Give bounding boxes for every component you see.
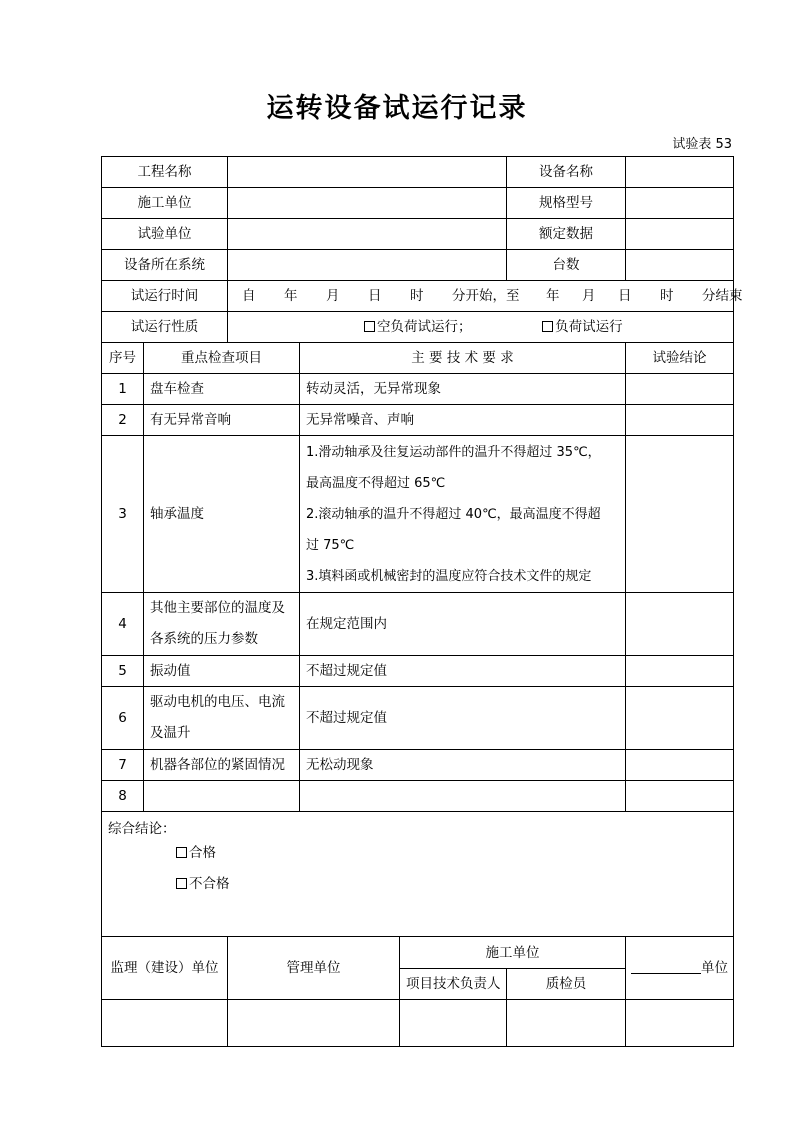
requirement-line: 过 75℃ [306, 537, 355, 553]
other-unit-label: 单位 [626, 937, 734, 1000]
time-start: 分开始，至 [452, 288, 520, 304]
row-no: 2 [102, 405, 144, 436]
row-item[interactable] [144, 781, 300, 812]
row-requirement: 不超过规定值 [300, 656, 626, 687]
quantity-label: 台数 [507, 250, 626, 281]
row-item: 振动值 [144, 656, 300, 687]
row-result-field[interactable] [626, 374, 734, 405]
table-row [102, 687, 734, 750]
row-result-field[interactable] [626, 687, 734, 750]
management-unit-label: 管理单位 [228, 937, 400, 1000]
time-from: 自 [242, 288, 256, 304]
row-item: 有无异常音响 [144, 405, 300, 436]
fail-option[interactable]: 不合格 [108, 869, 727, 900]
row-result-field[interactable] [626, 436, 734, 593]
equipment-name-field[interactable] [626, 157, 734, 188]
project-name-field[interactable] [228, 157, 507, 188]
time-month2: 月 [582, 288, 596, 304]
construction-unit-header: 施工单位 [400, 937, 626, 969]
qc-signature-field[interactable] [507, 1000, 626, 1047]
table-row [102, 405, 734, 436]
equipment-name-label: 设备名称 [507, 157, 626, 188]
no-load-option[interactable]: 空负荷试运行； [364, 319, 472, 335]
row-no: 6 [102, 687, 144, 750]
col-header-no: 序号 [102, 343, 144, 374]
rated-data-label: 额定数据 [507, 219, 626, 250]
page-title: 运转设备试运行记录 [266, 93, 528, 124]
time-month1: 月 [326, 288, 340, 304]
tech-lead-label: 项目技术负责人 [400, 969, 507, 1000]
conclusion-row [102, 812, 734, 937]
requirement-line: 2.滚动轴承的温升不得超过 40℃，最高温度不得超 [306, 506, 601, 522]
table-row [102, 781, 734, 812]
requirement-line: 3.填料函或机械密封的温度应符合技术文件的规定 [306, 568, 592, 584]
col-header-requirement: 主 要 技 术 要 求 [300, 343, 626, 374]
row-requirement: 不超过规定值 [300, 687, 626, 750]
time-hour1: 时 [410, 288, 424, 304]
conclusion-label: 综合结论： [108, 821, 176, 837]
run-time-field[interactable] [228, 281, 743, 312]
row-item: 其他主要部位的温度及 各系统的压力参数 [144, 593, 300, 656]
table-row [102, 593, 734, 656]
management-signature-field[interactable] [228, 1000, 400, 1047]
checkbox-icon[interactable] [364, 321, 375, 332]
row-result-field[interactable] [626, 656, 734, 687]
row-no: 3 [102, 436, 144, 593]
table-row [102, 374, 734, 405]
record-table [101, 156, 743, 1047]
row-requirement[interactable] [300, 781, 626, 812]
row-item: 轴承温度 [144, 436, 300, 593]
qc-label: 质检员 [507, 969, 626, 1000]
supervision-signature-field[interactable] [102, 1000, 228, 1047]
tech-lead-signature-field[interactable] [400, 1000, 507, 1047]
quantity-field[interactable] [626, 250, 734, 281]
row-no: 1 [102, 374, 144, 405]
row-result-field[interactable] [626, 781, 734, 812]
row-requirement: 在规定范围内 [300, 593, 626, 656]
row-no: 4 [102, 593, 144, 656]
construction-unit-field[interactable] [228, 188, 507, 219]
row-requirement: 无异常噪音、声响 [300, 405, 626, 436]
run-nature-label: 试运行性质 [102, 312, 228, 343]
test-unit-field[interactable] [228, 219, 507, 250]
time-day1: 日 [368, 288, 382, 304]
checkbox-icon[interactable] [176, 878, 187, 889]
table-row [102, 436, 734, 593]
construction-unit-label: 施工单位 [102, 188, 228, 219]
test-unit-label: 试验单位 [102, 219, 228, 250]
time-hour2: 时 [660, 288, 674, 304]
row-result-field[interactable] [626, 593, 734, 656]
row-no: 8 [102, 781, 144, 812]
run-time-label: 试运行时间 [102, 281, 228, 312]
table-row [102, 656, 734, 687]
supervision-unit-label: 监理（建设）单位 [102, 937, 228, 1000]
row-result-field[interactable] [626, 750, 734, 781]
unit-name-blank[interactable] [631, 959, 701, 974]
form-number: 试验表 53 [672, 137, 732, 152]
load-option[interactable]: 负荷试运行 [542, 319, 623, 335]
row-requirement: 无松动现象 [300, 750, 626, 781]
row-requirement [300, 436, 626, 593]
checkbox-icon[interactable] [542, 321, 553, 332]
system-label: 设备所在系统 [102, 250, 228, 281]
col-header-item: 重点检查项目 [144, 343, 300, 374]
row-result-field[interactable] [626, 405, 734, 436]
table-row [102, 750, 734, 781]
spec-model-label: 规格型号 [507, 188, 626, 219]
spec-model-field[interactable] [626, 188, 734, 219]
row-no: 5 [102, 656, 144, 687]
row-item: 驱动电机的电压、电流 及温升 [144, 687, 300, 750]
requirement-line: 最高温度不得超过 65℃ [306, 475, 446, 491]
row-no: 7 [102, 750, 144, 781]
col-header-result: 试验结论 [626, 343, 734, 374]
requirement-line: 1.滑动轴承及往复运动部件的温升不得超过 35℃， [306, 444, 601, 460]
run-nature-field [228, 312, 734, 343]
conclusion-cell [102, 812, 734, 937]
time-day2: 日 [618, 288, 632, 304]
time-year2: 年 [546, 288, 560, 304]
row-item: 盘车检查 [144, 374, 300, 405]
rated-data-field[interactable] [626, 219, 734, 250]
checkbox-icon[interactable] [176, 847, 187, 858]
row-requirement: 转动灵活，无异常现象 [300, 374, 626, 405]
project-name-label: 工程名称 [102, 157, 228, 188]
other-unit-signature-field[interactable] [626, 1000, 734, 1047]
time-end: 分结束 [702, 288, 743, 304]
pass-option[interactable]: 合格 [108, 838, 727, 869]
system-field[interactable] [228, 250, 507, 281]
row-item: 机器各部位的紧固情况 [144, 750, 300, 781]
time-year1: 年 [284, 288, 298, 304]
